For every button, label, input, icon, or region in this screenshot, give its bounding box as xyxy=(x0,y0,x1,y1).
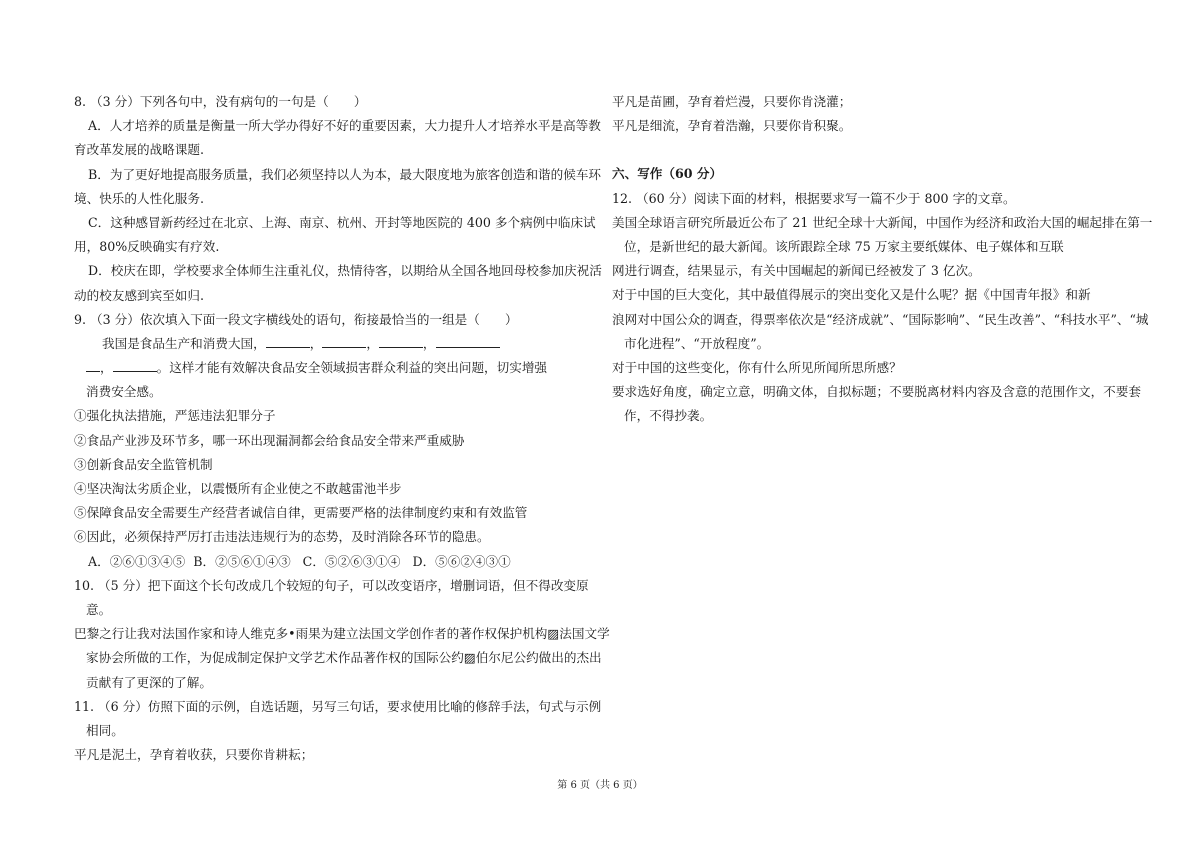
q10-stem-line2: 意。 xyxy=(86,601,112,617)
q12-requirement-line2: 作，不得抄袭。 xyxy=(624,408,713,424)
q10-text-line1: 巴黎之行让我对法国作家和诗人维克多•雨果为建立法国文学创作者的著作权保护机构▨法国文学 xyxy=(74,626,610,642)
q9-passage-text: 。这样才能有效解决食品安全领域损害群众利益的突出问题，切实增强 xyxy=(156,360,547,376)
q9-stem: 9. （3 分）依次填入下面一段文字横线处的语句，衔接最恰当的一组是（ ） xyxy=(74,311,518,327)
page-footer: 第 6 页（共 6 页） xyxy=(557,780,643,791)
q11-stem-line1: 11. （6 分）仿照下面的示例，自选话题，另写三句话，要求使用比喻的修辞手法，句式与示例 xyxy=(74,698,602,714)
q9-item-2: ②食品产业涉及环节多，哪一环出现漏洞都会给食品安全带来严重威胁 xyxy=(74,432,465,448)
q9-item-6: ⑥因此，必须保持严厉打击违法违规行为的态势，及时消除各环节的隐患。 xyxy=(74,529,490,545)
q12-material-line5: 浪网对中国公众的调查，得票率依次是“经济成就”、“国际影响”、“民生改善”、“科技水平”、“城 xyxy=(612,311,1149,327)
q8-option-c-line2: 用，80%反映确实有疗效. xyxy=(74,239,220,255)
q9-item-1: ①强化执法措施，严惩违法犯罪分子 xyxy=(74,408,276,424)
q12-material-line4: 对于中国的巨大变化，其中最值得展示的突出变化又是什么呢？据《中国青年报》和新 xyxy=(612,287,1091,303)
fill-blank xyxy=(436,335,500,348)
q11-example-3: 平凡是细流，孕育着浩瀚，只要你肯积聚。 xyxy=(612,118,852,134)
q8-option-a-line2: 育改革发展的战略课题. xyxy=(74,142,204,158)
q9-item-4: ④坚决淘汰劣质企业，以震慑所有企业使之不敢越雷池半步 xyxy=(74,481,402,496)
q12-material-line6: 市化进程”、“开放程度”。 xyxy=(624,335,770,351)
q8-option-d-line2: 动的校友感到宾至如归. xyxy=(74,287,204,303)
left-column xyxy=(74,90,610,767)
q8-option-b-line1: B．为了更好地提高服务质量，我们必须坚持以人为本，最大限度地为旅客创造和谐的候车环 xyxy=(88,166,602,182)
fill-blank xyxy=(113,359,157,372)
q9-separator: ， xyxy=(309,335,323,351)
section-spacer xyxy=(612,138,1132,162)
q8-option-c-line1: C．这种感冒新药经过在北京、上海、南京、杭州、开封等地医院的 400 多个病例中临床试 xyxy=(88,214,596,230)
q8-option-b-line2: 境、快乐的人性化服务. xyxy=(74,190,204,206)
q10-text-line2: 家协会所做的工作，为促成制定保护文学艺术作品著作权的国际公约▨伯尔尼公约做出的杰出 xyxy=(86,650,602,666)
right-column xyxy=(612,90,1153,428)
q11-example-1: 平凡是泥土，孕育着收获，只要你肯耕耘； xyxy=(74,747,314,763)
q9-separator: ， xyxy=(100,360,113,376)
fill-blank xyxy=(322,335,366,348)
q11-stem-line2: 相同。 xyxy=(86,722,124,738)
q9-passage-line1 xyxy=(74,332,594,356)
q9-separator: ， xyxy=(366,335,379,351)
q11-example-2: 平凡是苗圃，孕育着烂漫，只要你肯浇灌； xyxy=(612,94,852,109)
q10-text-line3: 贡献有了更深的了解。 xyxy=(86,674,212,690)
q9-item-5: ⑤保障食品安全需要生产经营者诚信自律，更需要严格的法律制度约束和有效监管 xyxy=(74,505,528,521)
q12-material-line7: 对于中国的这些变化，你有什么所见所闻所思所感？ xyxy=(612,359,902,375)
fill-blank xyxy=(86,359,100,372)
q9-separator: ， xyxy=(422,335,436,351)
q12-material-line2: 位，是新世纪的最大新闻。该所跟踪全球 75 万家主要纸媒体、电子媒体和互联 xyxy=(624,238,1064,254)
q9-passage-line2 xyxy=(74,356,594,380)
q12-requirement-line1: 要求选好角度，确定立意，明确文体，自拟标题；不要脱离材料内容及含意的范围作文，不要套 xyxy=(612,384,1141,400)
q12-stem: 12. （60 分）阅读下面的材料，根据要求写一篇不少于 800 字的文章。 xyxy=(612,190,1016,206)
section-heading-writing: 六、写作（60 分） xyxy=(612,166,723,182)
fill-blank xyxy=(266,335,310,348)
q9-passage-text: 我国是食品生产和消费大国， xyxy=(102,335,266,351)
q12-material-line3: 网进行调查，结果显示，有关中国崛起的新闻已经被发了 3 亿次。 xyxy=(612,263,981,279)
fill-blank xyxy=(379,335,423,348)
q8-stem: 8. （3 分）下列各句中，没有病句的一句是（ ） xyxy=(74,94,367,109)
q9-item-3: ③创新食品安全监管机制 xyxy=(74,456,213,472)
q12-material-line1: 美国全球语言研究所最近公布了 21 世纪全球十大新闻，中国作为经济和政治大国的崛起排在第一 xyxy=(612,214,1153,230)
q10-stem-line1: 10. （5 分）把下面这个长句改成几个较短的句子，可以改变语序，增删词语，但不得改变原 xyxy=(74,577,589,593)
q9-passage-line3: 消费安全感。 xyxy=(86,384,162,400)
q8-option-a-line1: A．人才培养的质量是衡量一所大学办得好不好的重要因素，大力提升人才培养水平是高等教 xyxy=(88,118,601,134)
q9-choices: A．②⑥①③④⑤ B．②⑤⑥①④③ C．⑤②⑥③①④ D．⑤⑥②④③① xyxy=(88,553,511,569)
q8-option-d-line1: D．校庆在即，学校要求全体师生注重礼仪，热情待客，以期给从全国各地回母校参加庆祝活 xyxy=(88,263,602,279)
